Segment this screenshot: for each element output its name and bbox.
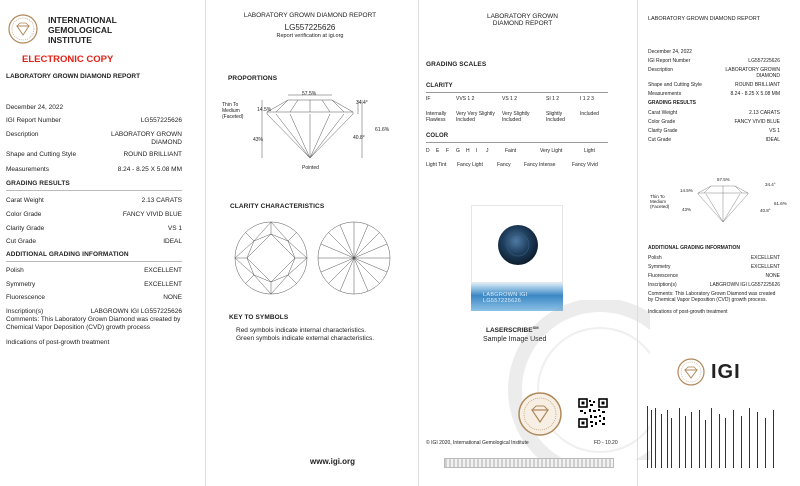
security-strip xyxy=(444,458,614,468)
right-grading-row xyxy=(648,110,780,116)
right-grading-value: IDEAL xyxy=(765,137,780,143)
field-row-measurements xyxy=(6,166,182,174)
grading-value: FANCY VIVID BLUE xyxy=(122,211,182,218)
inscription-value: LABGROWN IGI LG557225626 xyxy=(90,308,182,315)
clarity-grade-i: I 1 2 3 xyxy=(580,96,594,102)
clarity-grade-vs: VS 1 2 xyxy=(502,96,518,102)
field-value: ROUND BRILLIANT xyxy=(123,151,182,158)
color-faint: Faint xyxy=(505,148,517,154)
laserscribe-sm: SM xyxy=(532,325,539,330)
color-desc-fancy-vivid: Fancy Vivid xyxy=(572,162,598,168)
right-pavilion-angle: 40.8° xyxy=(760,208,771,213)
right-post-growth-text: Indications of post-growth treatment xyxy=(648,309,728,315)
inscription-photo-text: LABGROWN IGI LG557225626 xyxy=(483,292,528,304)
qr-code xyxy=(578,398,608,428)
right-crown-height: 14.5% xyxy=(680,188,693,193)
divider xyxy=(426,142,608,143)
field-label: Shape and Cutting Style xyxy=(6,151,77,158)
right-report-title xyxy=(430,13,615,27)
color-letter-f: F xyxy=(446,148,450,154)
clarity-desc-si: Slightly Included xyxy=(546,111,565,123)
crown-height: 14.5% xyxy=(257,107,272,113)
grading-row-clarity xyxy=(6,225,182,233)
right-field-label: Description xyxy=(648,67,674,73)
crown-angle: 34.4° xyxy=(356,100,368,106)
right-field-label: Measurements xyxy=(648,91,682,97)
right-field-label: Shape and Cutting Style xyxy=(648,82,702,88)
mini-rotated-certificate xyxy=(645,400,785,480)
pavilion-angle: 40.8° xyxy=(353,135,365,141)
key-line-1: Red symbols indicate internal characteristics. xyxy=(236,327,367,334)
right-grading-value: FANCY VIVID BLUE xyxy=(734,119,780,125)
right-additional-row xyxy=(648,264,780,270)
additional-row-symmetry xyxy=(6,281,182,289)
left-report-title: LABORATORY GROWN DIAMOND REPORT xyxy=(6,73,141,80)
grading-row-color xyxy=(6,211,182,219)
grading-label: Carat Weight xyxy=(6,197,44,204)
right-panel-date: December 24, 2022 xyxy=(648,49,692,55)
right-field-row xyxy=(648,67,780,79)
right-field-value: 8.24 - 8.25 X 5.08 MM xyxy=(730,91,780,97)
pavilion-depth: 43% xyxy=(253,137,264,143)
right-inscription-value: LABGROWN IGI LG557225626 xyxy=(709,282,780,288)
color-desc-fancy-intense: Fancy Intense xyxy=(524,162,556,168)
right-additional-value: NONE xyxy=(765,273,780,279)
post-growth-text: Indications of post-growth treatment xyxy=(6,339,110,346)
inscription-label: Inscription(s) xyxy=(6,308,44,315)
field-row-shape xyxy=(6,151,182,159)
field-value: 8.24 - 8.25 X 5.08 MM xyxy=(117,166,182,173)
additional-label: Polish xyxy=(6,267,24,274)
right-additional-row xyxy=(648,255,780,261)
right-field-row xyxy=(648,91,780,97)
color-very-light: Very Light xyxy=(540,148,563,154)
color-letter-e: E xyxy=(436,148,440,154)
additional-value: EXCELLENT xyxy=(144,267,182,274)
clarity-desc-i: Included xyxy=(580,111,599,117)
additional-row-polish xyxy=(6,267,182,275)
right-comments-text: Comments: This Laboratory Grown Diamond was created by Chemical Vapor Deposition (CVD) growth process. xyxy=(648,291,776,303)
right-additional-label: Polish xyxy=(648,255,662,261)
total-depth: 61.6% xyxy=(375,127,390,133)
clarity-plot-pavilion xyxy=(316,220,392,296)
right-grading-label: Cut Grade xyxy=(648,137,672,143)
color-letter-h: H xyxy=(466,148,470,154)
right-field-row xyxy=(648,82,780,88)
grading-label: Cut Grade xyxy=(6,238,36,245)
clarity-grade-if: IF xyxy=(426,96,431,102)
color-scale-title: COLOR xyxy=(426,133,449,139)
grading-value: VS 1 xyxy=(167,225,182,232)
right-table-percent: 57.5% xyxy=(717,177,730,182)
divider xyxy=(6,190,182,191)
gold-seal xyxy=(518,392,562,436)
right-inscription-label: Inscription(s) xyxy=(648,282,677,288)
clarity-scale-title: CLARITY xyxy=(426,83,453,89)
field-label: IGI Report Number xyxy=(6,117,61,124)
sample-image-caption: Sample Image Used xyxy=(483,336,547,343)
inscription-row xyxy=(6,308,182,316)
color-desc-light-tint: Light Tint xyxy=(426,162,447,168)
right-pavilion-depth: 43% xyxy=(682,207,692,212)
right-grading-value: VS 1 xyxy=(769,128,780,134)
institute-line-1: INTERNATIONAL xyxy=(48,15,117,25)
form-id: FD - 10.20 xyxy=(594,440,618,446)
right-field-value: LABORATORY GROWN DIAMOND xyxy=(725,67,780,79)
electronic-copy-label: ELECTRONIC COPY xyxy=(22,54,114,65)
igi-logo xyxy=(677,358,741,386)
divider xyxy=(6,261,182,262)
color-letter-g: G xyxy=(456,148,460,154)
clarity-desc-if: Internally Flawless xyxy=(426,111,447,123)
right-additional-label: Symmetry xyxy=(648,264,671,270)
clarity-characteristics-title: CLARITY CHARACTERISTICS xyxy=(230,203,325,210)
field-label: Measurements xyxy=(6,166,49,173)
table-percent: 57.5% xyxy=(302,91,317,97)
grading-results-title: GRADING RESULTS xyxy=(6,180,70,187)
clarity-plot-crown xyxy=(233,220,309,296)
color-desc-fancy-light: Fancy Light xyxy=(457,162,483,168)
right-field-value: LG557225626 xyxy=(748,58,780,64)
right-field-row xyxy=(648,58,780,64)
key-line-2: Green symbols indicate external characteristics. xyxy=(236,335,375,342)
right-grading-row xyxy=(648,128,780,134)
grading-row-carat xyxy=(6,197,182,205)
igi-seal-logo xyxy=(8,14,38,44)
right-grading-label: Clarity Grade xyxy=(648,128,678,134)
center-report-title: LABORATORY GROWN DIAMOND REPORT xyxy=(243,12,377,19)
right-additional-title: ADDITIONAL GRADING INFORMATION xyxy=(648,245,741,251)
color-letter-j: J xyxy=(486,148,489,154)
institute-line-2: GEMOLOGICAL xyxy=(48,25,113,35)
field-value: LG557225626 xyxy=(140,117,182,124)
field-row-report-number xyxy=(6,117,182,125)
column-divider xyxy=(205,0,206,486)
clarity-grade-si: SI 1 2 xyxy=(546,96,560,102)
grading-row-cut xyxy=(6,238,182,246)
right-grading-results-title: GRADING RESULTS xyxy=(648,100,696,106)
report-date: December 24, 2022 xyxy=(6,104,64,111)
column-divider xyxy=(637,0,638,486)
clarity-desc-vs: Very Slightly Included xyxy=(502,111,530,123)
proportions-title: PROPORTIONS xyxy=(228,75,278,82)
color-letter-i: I xyxy=(476,148,478,154)
right-grading-value: 2.13 CARATS xyxy=(748,110,780,116)
culet-text: Pointed xyxy=(302,165,319,171)
additional-grading-title: ADDITIONAL GRADING INFORMATION xyxy=(6,251,129,258)
column-divider xyxy=(418,0,419,486)
diamond-photo xyxy=(471,205,563,283)
additional-label: Symmetry xyxy=(6,281,36,288)
right-field-value: ROUND BRILLIANT xyxy=(734,82,780,88)
color-desc-fancy: Fancy xyxy=(497,162,511,168)
comments-text: Comments: This Laboratory Grown Diamond was created by Chemical Vapor Deposition (CVD) growth process xyxy=(6,316,181,331)
right-girdle-text: Thin To Medium (Faceted) xyxy=(650,194,670,209)
field-label: Description xyxy=(6,131,39,138)
right-additional-row xyxy=(648,273,780,279)
grading-label: Clarity Grade xyxy=(6,225,45,232)
divider xyxy=(426,92,608,93)
additional-value: EXCELLENT xyxy=(144,281,182,288)
right-total-depth: 61.6% xyxy=(774,201,787,206)
right-additional-value: EXCELLENT xyxy=(750,264,780,270)
color-light: Light xyxy=(584,148,595,154)
color-letter-d: D xyxy=(426,148,430,154)
additional-value: NONE xyxy=(163,294,182,301)
grading-value: IDEAL xyxy=(163,238,182,245)
right-grading-label: Carat Weight xyxy=(648,110,678,116)
field-row-description xyxy=(6,131,182,147)
grading-scales-title: GRADING SCALES xyxy=(426,61,487,68)
igi-logo-text: IGI xyxy=(711,360,741,383)
clarity-grade-vvs: VVS 1 2 xyxy=(456,96,475,102)
website-footer: www.igi.org xyxy=(310,457,356,466)
laserscribe-text: LASERSCRIBE xyxy=(486,327,533,335)
right-additional-label: Fluorescence xyxy=(648,273,679,279)
center-report-number: LG557225626 xyxy=(284,23,336,32)
right-grading-row xyxy=(648,137,780,143)
right-report-title-line-2: DIAMOND REPORT xyxy=(492,20,553,27)
grading-label: Color Grade xyxy=(6,211,42,218)
right-panel-title: LABORATORY GROWN DIAMOND REPORT xyxy=(648,16,760,22)
right-crown-angle: 34.4° xyxy=(765,182,776,187)
right-grading-label: Color Grade xyxy=(648,119,676,125)
right-additional-value: EXCELLENT xyxy=(750,255,780,261)
igi-logo-seal-icon xyxy=(677,358,705,386)
right-field-label: IGI Report Number xyxy=(648,58,691,64)
field-value: LABORATORY GROWN DIAMOND xyxy=(110,131,182,146)
additional-label: Fluorescence xyxy=(6,294,46,301)
right-inscription-row xyxy=(648,282,780,288)
additional-row-fluorescence xyxy=(6,294,182,302)
copyright-text: © IGI 2020, International Gemological Institute xyxy=(426,440,529,446)
grading-value: 2.13 CARATS xyxy=(141,197,182,204)
institute-line-3: INSTITUTE xyxy=(48,35,92,45)
clarity-desc-vvs: Very Very Slightly Included xyxy=(456,111,495,123)
key-to-symbols-title: KEY TO SYMBOLS xyxy=(229,314,289,321)
institute-name xyxy=(48,15,117,45)
girdle-text: Thin To Medium (Faceted) xyxy=(222,102,244,120)
center-verification: Report verification at igi.org xyxy=(276,33,344,39)
right-report-title-line-1: LABORATORY GROWN xyxy=(486,13,559,20)
right-grading-row xyxy=(648,119,780,125)
